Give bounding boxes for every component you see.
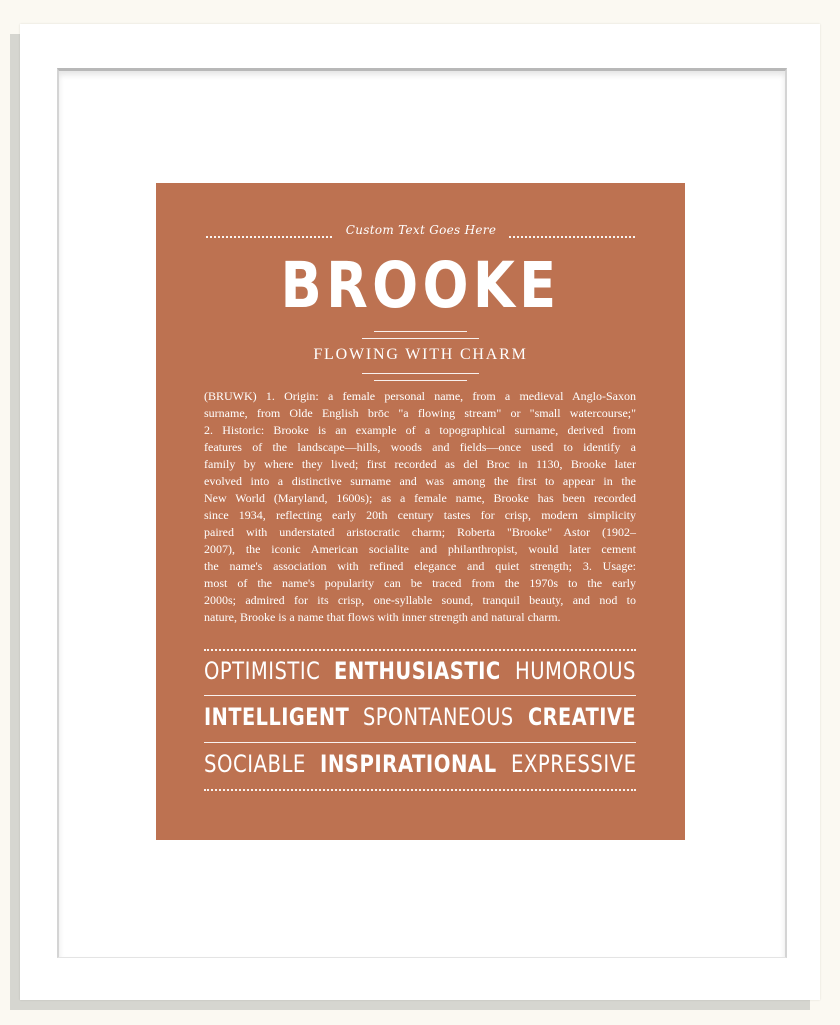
definition-line: since 1934, reflecting early 20th century tastes for crisp, modern simplicity bbox=[204, 508, 636, 522]
definition-line: New World (Maryland, 1600s); as a female name, Brooke has been recorded bbox=[204, 491, 636, 505]
trait-word: SPONTANEOUS bbox=[363, 703, 514, 731]
trait-word: CREATIVE bbox=[527, 703, 637, 731]
name-print-card bbox=[156, 183, 685, 840]
tagline-rule-top-1 bbox=[374, 331, 467, 332]
trait-row bbox=[204, 703, 636, 731]
name-title: BROOKE bbox=[280, 249, 561, 322]
definition-line: 2. Historic: Brooke is an example of a topographical surname, derived from bbox=[204, 423, 636, 437]
trait-divider bbox=[204, 742, 636, 743]
definition-line: evolved into a distinctive surname and was among the first to appear in the bbox=[204, 474, 636, 488]
definition-line: the name's association with refined elegance and quiet strength; 3. Usage: bbox=[204, 559, 636, 573]
trait-divider bbox=[204, 695, 636, 696]
top-right-dotted-line bbox=[509, 236, 635, 238]
tagline-rule-bottom-1 bbox=[362, 373, 479, 374]
definition-line: 2007), the iconic American socialite and philanthropist, would later cement bbox=[204, 542, 636, 556]
definition-line: paired with understated aristocratic charm; Roberta "Brooke" Astor (1902– bbox=[204, 525, 636, 539]
definition-line: features of the landscape—hills, woods and fields—once used to identify a bbox=[204, 440, 636, 454]
tagline-rule-top-2 bbox=[362, 338, 479, 339]
traits-bottom-dotted-line bbox=[204, 789, 636, 791]
tagline: FLOWING WITH CHARM bbox=[313, 346, 528, 363]
trait-word: HUMOROUS bbox=[515, 657, 636, 685]
trait-word: EXPRESSIVE bbox=[510, 750, 636, 778]
name-definition bbox=[204, 388, 636, 626]
trait-word: OPTIMISTIC bbox=[204, 657, 321, 685]
definition-line: surname, from Olde English brōc "a flowing stream" or "small watercourse;" bbox=[204, 406, 636, 420]
custom-text: Custom Text Goes Here bbox=[345, 223, 497, 237]
trait-word: ENTHUSIASTIC bbox=[334, 657, 502, 685]
trait-row bbox=[204, 750, 636, 778]
definition-line: nature, Brooke is a name that flows with inner strength and natural charm. bbox=[204, 610, 561, 624]
definition-line: most of the name's popularity can be traced from the 1970s to the early bbox=[204, 576, 636, 590]
top-left-dotted-line bbox=[206, 236, 332, 238]
traits-top-dotted-line bbox=[204, 649, 636, 651]
trait-word: SOCIABLE bbox=[204, 750, 306, 778]
definition-line: 2000s; admired for its crisp, one-syllable sound, tranquil beauty, and nod to bbox=[204, 593, 636, 607]
trait-word: INTELLIGENT bbox=[204, 703, 350, 731]
trait-word: INSPIRATIONAL bbox=[319, 750, 497, 778]
trait-row bbox=[204, 657, 636, 685]
definition-line: (BRUWK) 1. Origin: a female personal name, from a medieval Anglo-Saxon bbox=[204, 389, 636, 403]
tagline-rule-bottom-2 bbox=[374, 380, 467, 381]
definition-line: family by where they lived; first recorded as del Broc in 1130, Brooke later bbox=[204, 457, 636, 471]
